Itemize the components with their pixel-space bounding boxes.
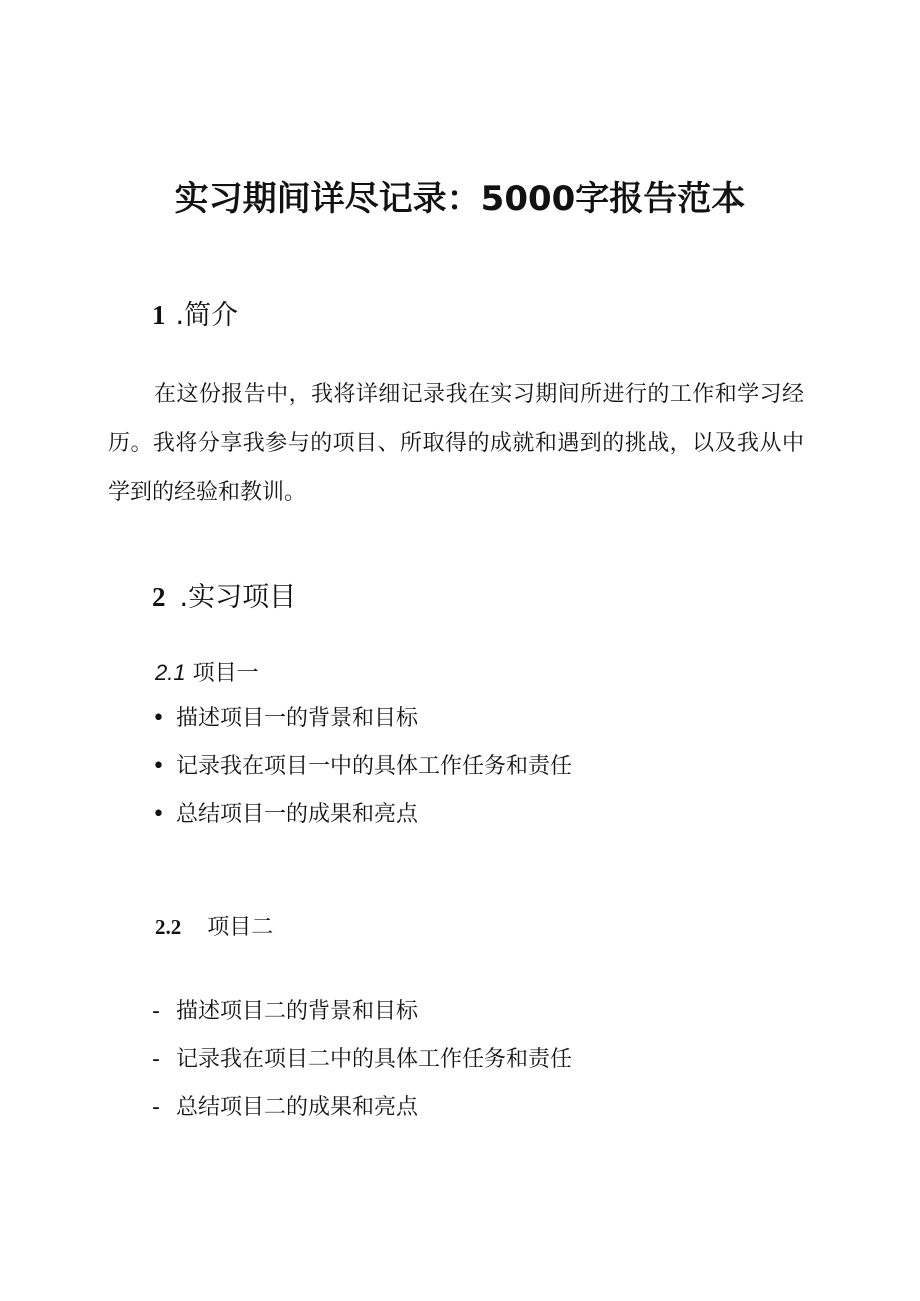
document-title: 实习期间详尽记录：5000字报告范本 — [174, 179, 746, 219]
dash-marker: - — [152, 1095, 160, 1120]
subsection-number: 2.1 — [155, 660, 186, 685]
bullet-marker: • — [152, 802, 165, 827]
list-item: - 记录我在项目二中的具体工作任务和责任 — [152, 1036, 572, 1084]
section-title: .简介 — [175, 300, 239, 331]
bullet-marker: • — [152, 706, 165, 731]
section-heading-projects — [152, 578, 296, 617]
dash-marker: - — [152, 999, 160, 1024]
list-item: - 总结项目二的成果和亮点 — [152, 1084, 572, 1132]
dash-marker: - — [152, 1047, 160, 1072]
list-item: • 总结项目一的成果和亮点 — [152, 791, 572, 839]
project-one-list — [152, 695, 572, 839]
subsection-title: 项目一 — [192, 661, 259, 686]
intro-paragraph: 在这份报告中，我将详细记录我在实习期间所进行的工作和学习经历。我将分享我参与的项目、所取得的成就和遇到的挑战，以及我从中学到的经验和教训。 — [108, 382, 804, 505]
list-item: - 描述项目二的背景和目标 — [152, 988, 572, 1036]
list-item: • 描述项目一的背景和目标 — [152, 695, 572, 743]
section-heading-intro — [152, 296, 238, 335]
list-item: • 记录我在项目一中的具体工作任务和责任 — [152, 743, 572, 791]
bullet-marker: • — [152, 754, 165, 779]
section-number: 2 — [152, 582, 166, 612]
section-number: 1 — [152, 300, 166, 330]
project-two-list — [152, 988, 572, 1132]
subsection-heading-project-one — [155, 657, 259, 690]
subsection-number: 2.2 — [155, 915, 182, 939]
subsection-heading-project-two — [155, 911, 273, 944]
section-title: .实习项目 — [179, 582, 297, 613]
subsection-title: 项目二 — [207, 915, 274, 940]
